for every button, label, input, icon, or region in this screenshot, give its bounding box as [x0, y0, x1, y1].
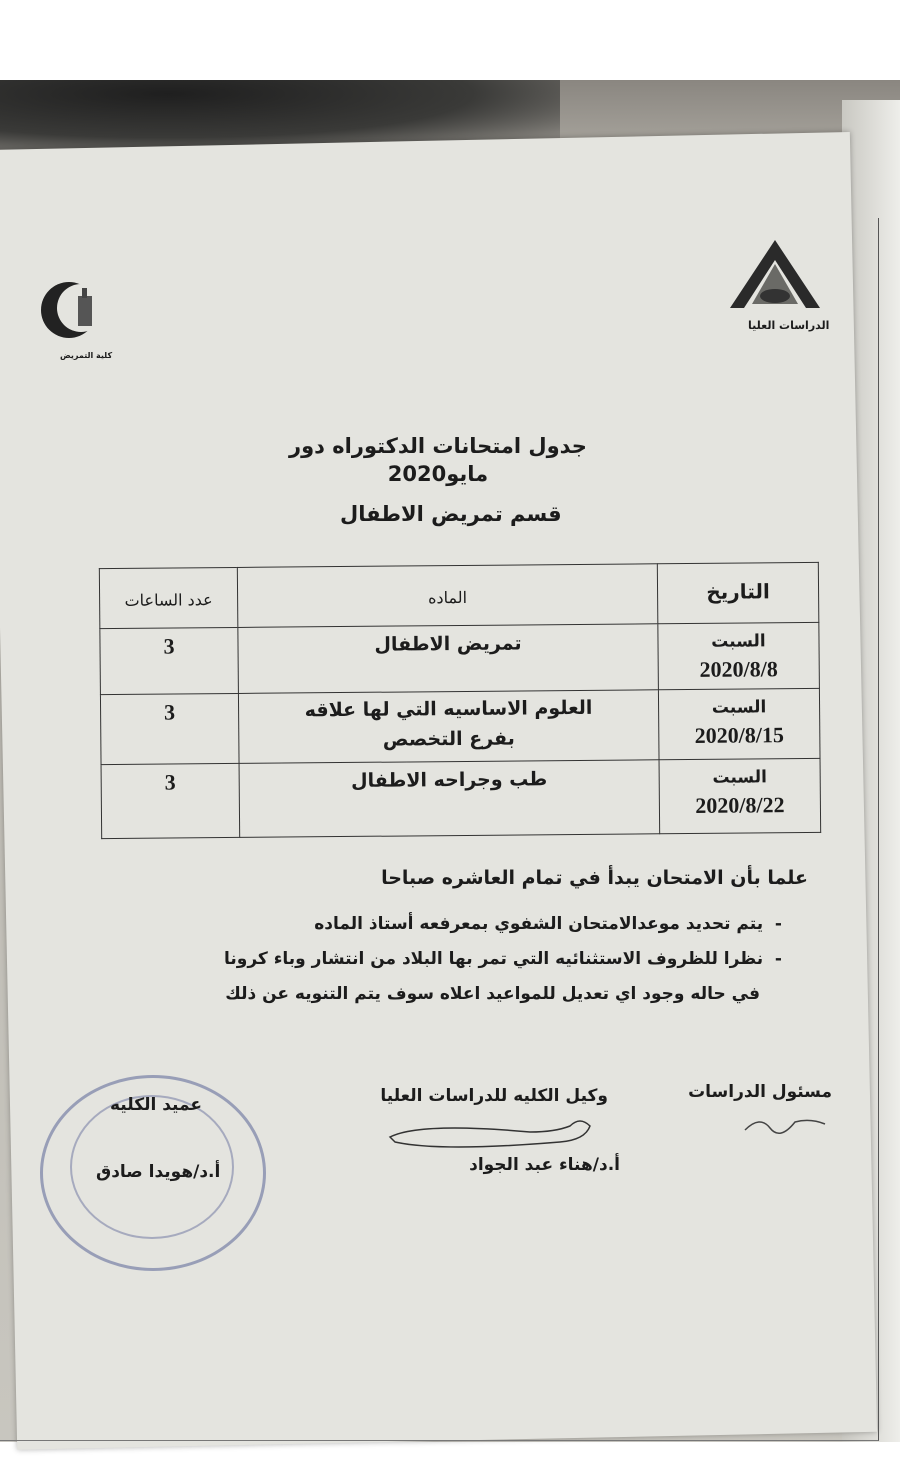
header-hours: عدد الساعات	[99, 567, 238, 628]
hours-cell: 3	[100, 693, 239, 764]
table-header-row	[99, 562, 818, 628]
date-cell	[658, 622, 820, 689]
date-text: 2020/8/8	[699, 656, 778, 682]
table-row	[100, 688, 820, 764]
day-text: السبت	[712, 767, 767, 788]
day-text: السبت	[711, 631, 766, 652]
table-row	[100, 622, 820, 694]
studies-officer-title: مسئول الدراسات	[688, 1082, 832, 1102]
subject-cell: العلوم الاساسيه التي لها علاقه بفرع التخصص	[238, 690, 659, 764]
subject-cell: تمريض الاطفال	[238, 624, 659, 694]
note-text: يتم تحديد موعدالامتحان الشفوي بمعرفعه أستاذ الماده	[314, 914, 764, 934]
department-title: قسم تمريض الاطفال	[340, 502, 562, 526]
date-cell	[659, 758, 821, 833]
left-logo-caption: كلية التمريض	[60, 351, 113, 360]
header-subject: الماده	[237, 564, 658, 628]
table-row	[101, 758, 821, 838]
day-text: السبت	[711, 697, 767, 718]
dean-title: عميد الكليه	[110, 1095, 202, 1115]
vice-dean-title: وكيل الكليه للدراسات العليا	[380, 1086, 608, 1106]
vice-dean-name: أ.د/هناء عبد الجواد	[469, 1155, 620, 1175]
subject-cell: طب وجراحه الاطفال	[239, 760, 660, 838]
exam-schedule-table	[99, 562, 821, 839]
date-text: 2020/8/22	[695, 792, 785, 818]
vice-dean-signature	[380, 1112, 630, 1152]
page-title: جدول امتحانات الدكتوراه دور مايو2020	[289, 434, 587, 486]
hours-cell: 3	[100, 627, 239, 694]
header-date: التاريخ	[657, 562, 819, 623]
hours-cell: 3	[101, 763, 240, 838]
note-item: - نظرا للظروف الاستثنائيه التي تمر بها البلاد من انتشار وباء كرونا	[224, 949, 782, 969]
right-logo-caption: الدراسات العليا	[748, 319, 830, 332]
date-cell	[658, 688, 820, 759]
dean-name: أ.د/هويدا صادق	[96, 1162, 221, 1182]
graduate-studies-logo	[728, 238, 823, 310]
note-text: نظرا للظروف الاستثنائيه التي تمر بها البلاد من انتشار وباء كرونا	[224, 949, 764, 969]
exam-time-note: علما بأن الامتحان يبدأ في تمام العاشره صباحا	[381, 867, 808, 889]
date-text: 2020/8/15	[694, 722, 785, 748]
note-item: - يتم تحديد موعدالامتحان الشفوي بمعرفعه أستاذ الماده	[314, 914, 782, 934]
nursing-faculty-logo	[34, 278, 104, 348]
note-item-continued: في حاله وجود اي تعديل للمواعيد اعلاه سوف يتم التنويه عن ذلك	[225, 984, 760, 1004]
studies-officer-signature	[740, 1110, 830, 1138]
